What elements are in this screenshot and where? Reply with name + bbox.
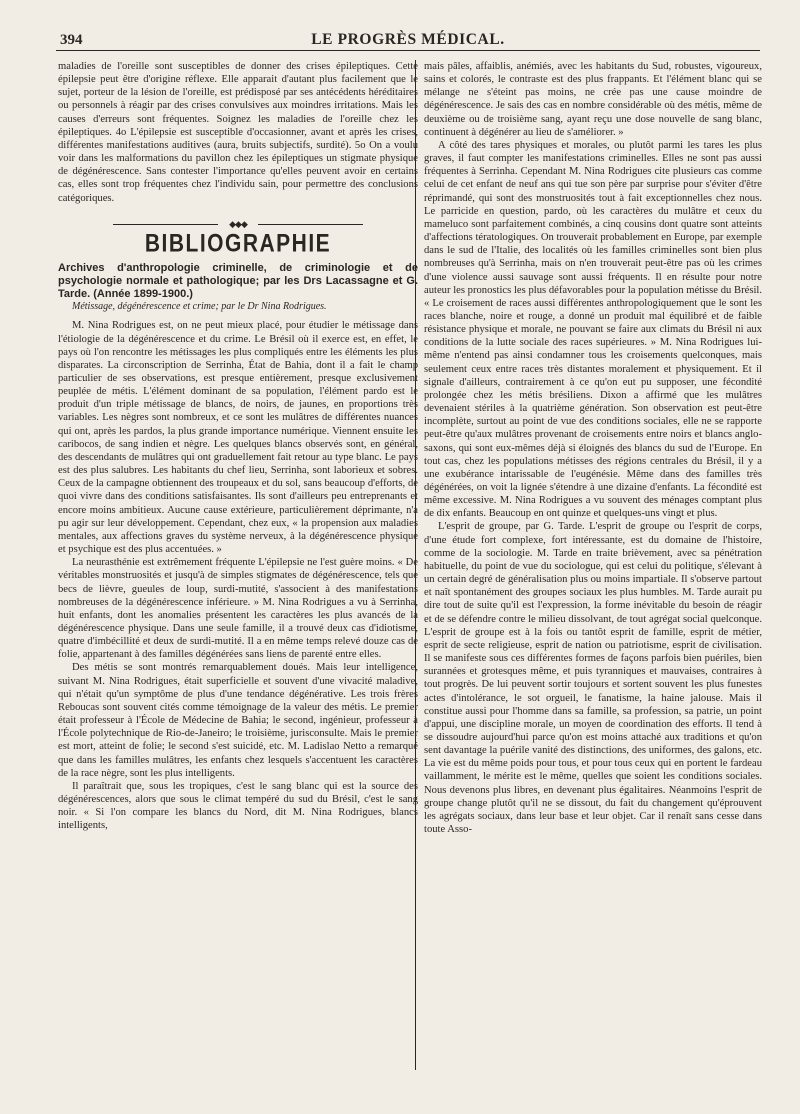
bibliography-entry-subtitle: Métissage, dégénérescence et crime; par le Dr Nina Rodrigues. bbox=[72, 300, 327, 312]
ornament-divider bbox=[113, 219, 363, 229]
paragraph: M. Nina Rodrigues est, on ne peut mieux placé, pour étudier le métissage dans l'étiologie de la dégénérescence et du crime. Le Brésil où il exerce est, en effet, le pays où l'on rencontre les métissages les plus compliqués entre les éléments les plus disparates. La circonscription de Serrinha, État de Bahia, dont il a fait le champ particulier de ses observations, est presque entièrement, presque exclusivement peuplée de métis. L'élément dominant de sa population, l'élément pardo est le produit d'un triple métissage de blancs, de noirs, de jaunes, en proportions très variables. Les nègres sont nombreux, et ce sont les mulâtres de différentes nuances qui ont, après les pardos, la plus grande importance numérique. Viennent ensuite les caribocos, de sang indien et nègre. Les quelques blancs observés sont, en général, des descendants de mulâtres qui ont graduellement fait retour au type blanc. Le pays est des plus salubres. Les habitants du chef lieu, Serrinha, sont laborieux et sobres. Ceux de la campagne obtiennent des troupeaux et du sol, sans beaucoup d'efforts, de quoi vivre dans des conditions satisfaisantes. Ils sont d'ailleurs peu entreprenants et encore moins ambitieux. Aucune cause extérieure, particulièrement déprimante, n'a pu agir sur leur développement. Cependant, chez eux, « la propension aux maladies mentales, aux affections graves du système nerveux, à la dégénérescence physique et psychique est des plus accentuées. » bbox=[58, 320, 418, 556]
paragraph: Des métis se sont montrés remarquablement doués. Mais leur intelligence, suivant M. Nina Rodrigues, était superficielle et souvent d'une vivacité maladive, qui n'était qu'un symptôme de plus d'une tendance dégénérative. Les trois frères Reboucas sont souvent cités comme témoignage de la valeur des métis. Le premier était professeur à l'École de Médecine de Bahia; le second, ingénieur, professeur à l'École polytechnique de Rio-de-Janeiro; le troisième, jurisconsulte. Mais le premier est mort, atteint de folie; le second s'est suicidé, etc. M. Ladislao Netto a remarqué que dans les familles mulâtres, les enfants chez lesquels s'accentuent les caractères de la race nègre, sont les plus intelligents. bbox=[58, 662, 418, 779]
paragraph: maladies de l'oreille sont susceptibles de donner des crises épileptiques. Cette épilepsie peut être d'origine réflexe. Elle apparait d'autant plus facilement que le sujet, porteur de la lésion de l'oreille, est prédisposé par ses antécédents héréditaires ou personnels à réagir par des crises convulsives aux moindres irritations. Mais les causes d'erreurs sont fréquentes. Soignez les maladies de l'oreille chez les épileptiques. 4o L'épilepsie est susceptible d'occasionner, avant et après les crises, différentes manifestations auditives (aura, bruits subjectifs, surdité). 5o On a voulu voir dans les malformations du pavillon chez les épileptiques un stigmate physique de dégénérescence. Sans contester l'importance qu'elles peuvent avoir en certains cas, elles sont trop fréquentes chez l'individu sain, pour permettre des conclusions catégoriques. bbox=[58, 61, 418, 204]
paragraph: mais pâles, affaiblis, anémiés, avec les habitants du Sud, robustes, vigoureux, sains et colorés, le contraste est des plus frappants. Et l'élément blanc qui se mélange ne s'éteint pas moins, ne crée pas une cause moindre de dégénérescence. Je sais des cas en nombre considérable où des métis, même de deuxième ou de troisième sang, ayant reçu une dose nouvelle de sang blanc, continuent à dégénérer au lieu de s'améliorer. » bbox=[424, 61, 762, 138]
running-title: LE PROGRÈS MÉDICAL. bbox=[311, 31, 505, 48]
paragraph: A côté des tares physiques et morales, ou plutôt parmi les tares les plus graves, il faut compter les manifestations criminelles. Elles ne sont pas aussi fréquentes à Serrinha. Cependant M. Nina Rodrigues cite plusieurs cas comme celui de cet enfant de neuf ans qui tue son père par surprise pour s'éviter d'être réprimandé, qui sont des monstruosités tout à fait exceptionnelles chez nous. Le parricide en question, pardo, où les caractères du mulâtre et ceux du mameluco sont parfaitement combinés, a cinq cousins dont quatre sont atteints d'affections tératologiques. On trouverait probablement en Europe, par exemple dans le sud de l'Italie, des localités où les familles criminelles sont bien plus nombreuses qu'à Serrinha, mais on n'en trouverait peut-être pas où les crimes d'une violence aussi sauvage sont aussi fréquents. Il en résulte pour notre auteur les pronostics les plus défavorables pour la population métisse du Brésil. « Le croisement de races aussi différentes anthropologiquement que le sont les races blanche, noire et rouge, a donné un produit mal équilibré et de faible résistance physique et morale, ne pouvant se faire aux climats du Brésil ni aux conditions de la lutte sociale des races supérieures. » M. Nina Rodrigues lui-même n'entend pas ainsi condamner tous les croisements quelconques, mais seulement ceux entre races très distantes moralement et physiquement. Et il signale d'ailleurs, contrairement à ce qu'on eut pu supposer, une fécondité prolongée chez les métis brésiliens. Dixon a affirmé que les mulâtres devenaient stériles à la quatrième génération. Son observation est peut-être incomplète, surtout au point de vue des conditions sociales, elle ne se rapporte peut-être qu'aux mulâtres provenant de croisements entre noirs et blancs anglo-saxons, qui sont eux-mêmes déjà si éloignés des blancs du sud de l'Europe. En tout cas, chez les populations métisses des régions centrales du Brésil, il y a une exubérance intarissable de l'eugénésie. Même dans des familles très dégénérées, on voit la lignée s'étendre à une dizaine d'enfants. La fécondité est même excessive. M. Nina Rodrigues a vu souvent des ménages comptant plus de dix enfants. Beaucoup en ont quinze et quelques-uns vingt et plus. bbox=[424, 139, 762, 520]
page-header bbox=[56, 30, 760, 51]
paragraph: Il paraîtrait que, sous les tropiques, c'est le sang blanc qui est la source des dégénérescences, alors que sous le climat tempéré du sud du Brésil, c'est le sang noir. « Si l'on compare les blancs du Nord, dit M. Nina Rodrigues, blancs intelligents, bbox=[58, 780, 418, 832]
right-column bbox=[424, 60, 762, 836]
paragraph: L'esprit de groupe, par G. Tarde. L'esprit de groupe ou l'esprit de corps, d'une étude fort complexe, fort intéressante, est du domaine de l'histoire, comme de la sociologie. M. Tarde en traite brièvement, avec sa pénétration habituelle, du point de vue du sociologue, qui est celui du politique, s'élevant à un certain degré de généralisation plus ou moins impartiale. Il s'observe partout et naît spontanément des groupes sociaux les plus humbles. M. Tarde aurait pu dire tout de suite qu'il est l'expression, la forme inévitable du besoin de réagir et de se défendre contre le milieu dissolvant, de tout agrégat social quelconque. L'esprit de groupe est à la fois ou tantôt esprit de famille, esprit de métier, esprit de secte religieuse, esprit de nation ou patriotisme, esprit de civilisation. Il se manifeste sous ces différentes formes de façons parfois bien puériles, bien surannées et grotesques même, et puis tyranniques et mauvaises, contraires à tout progrès. De lui peuvent sortir toujours et sortent souvent les plus funestes actes d'intolérance, le sot orgueil, le fanatisme, la haine jalouse. Mais il constitue aussi pour l'homme dans sa famille, sa profession, sa patrie, un point d'appui, une discipline morale, un moyen de coordination des efforts. Il tend à se dissoudre aujourd'hui parce qu'on est moins attaché aux traditions et qu'on sent davantage la puérile vanité des distinctions, des uniformes, des galons, etc. La vie est du même poids pour tous, et pour tous ceux qui en portent le fardeau vaillamment, le mérite est le même, quelles que soient les conditions sociales. Nous devenons plus libres, en devenant plus égalitaires. Néanmoins l'esprit de groupe change plutôt qu'il ne se dissout, du fait du changement qu'éprouvent les agrégats sociaux, dans leur base et leur objet. Car il renaît sans cesse dans toute Asso- bbox=[424, 521, 762, 836]
section-title: BIBLIOGRAPHIE bbox=[144, 229, 332, 258]
paragraph: La neurasthénie est extrêmement fréquente L'épilepsie ne l'est guère moins. « De véritables monstruosités et jusqu'à de simples stigmates de dégénérescence, tels que becs de lièvre, gueules de loup, surdi-mutité, s'associent à des manifestations nombreuses de la dégénérescence inférieure. » M. Nina Rodrigues a vu à Serrinha, huit enfants, dont les anomalies présentent les caractères les plus avancés de la dégénérescence physique. Dans une seule famille, il a trouvé deux cas d'idiotisme, quatre d'imbécillité et deux de surdi-mutité. Il a en même temps relevé douze cas de folie, appartenant à des familles dégénérées sans liens de parenté entre elles. bbox=[58, 557, 418, 661]
column-rule bbox=[415, 60, 416, 1070]
bibliography-entry-title: Archives d'anthropologie criminelle, de criminologie et de psychologie normale et pathologique; par les Drs Lacassagne et G. Tarde. (Année 1899-1900.) bbox=[58, 261, 418, 300]
ornament-icon: ◆◆◆ bbox=[218, 219, 258, 229]
page-number: 394 bbox=[60, 32, 83, 48]
left-column bbox=[58, 60, 418, 832]
